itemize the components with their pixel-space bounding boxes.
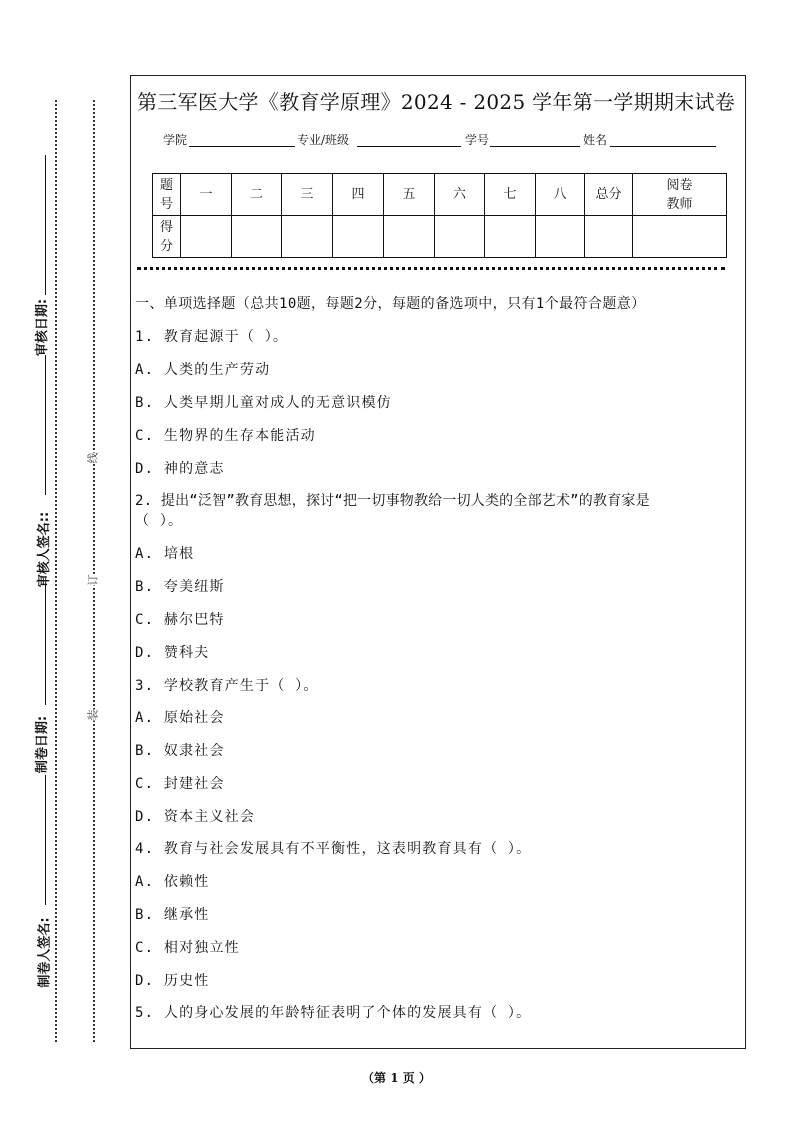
answer-option: C. 生物界的生存本能活动: [135, 428, 316, 444]
student-id-field[interactable]: [490, 146, 580, 147]
row-label: 得分: [153, 216, 181, 258]
answer-option: C. 相对独立性: [135, 940, 240, 956]
sign-line: [45, 585, 46, 705]
answer-option: C. 赫尔巴特: [135, 612, 225, 628]
preparer-signature-label: 制卷人签名:: [37, 917, 53, 988]
score-cell[interactable]: [585, 216, 633, 258]
prepare-date-label: 制卷日期:: [35, 715, 51, 774]
score-cell[interactable]: [384, 216, 435, 258]
name-field[interactable]: [610, 146, 716, 147]
binding-mark-line: 线: [86, 452, 100, 464]
binding-dotted-line-inner: [93, 100, 95, 1042]
sign-line: [45, 775, 46, 905]
answer-option: A. 人类的生产劳动: [135, 362, 271, 378]
answer-option: C. 封建社会: [135, 776, 225, 792]
answer-option: D. 资本主义社会: [135, 809, 256, 825]
major-class-field[interactable]: [357, 146, 461, 147]
exam-title: 第三军医大学《教育学原理》2024 - 2025 学年第一学期期末试卷: [137, 90, 736, 114]
answer-option: B. 继承性: [135, 907, 210, 923]
score-table: [152, 173, 727, 258]
answer-option: B. 奴隶社会: [135, 743, 225, 759]
col-header: 八: [536, 174, 585, 216]
question-text: 4. 教育与社会发展具有不平衡性，这表明教育具有（ ）。: [135, 841, 532, 857]
sign-line: [45, 155, 46, 295]
score-cell[interactable]: [181, 216, 232, 258]
question-number-row: [153, 174, 727, 216]
score-cell[interactable]: [333, 216, 384, 258]
score-cell[interactable]: [282, 216, 333, 258]
col-header: 总分: [585, 174, 633, 216]
col-header: 四: [333, 174, 384, 216]
answer-option: A. 原始社会: [135, 710, 225, 726]
score-row: [153, 216, 727, 258]
name-label: 姓名: [583, 133, 608, 147]
score-cell[interactable]: [485, 216, 536, 258]
college-field[interactable]: [189, 146, 295, 147]
student-id-label: 学号: [465, 133, 490, 147]
sign-line: [45, 355, 46, 495]
review-date-label: 审核日期:: [35, 298, 51, 357]
reviewer-signature-label: 审核人签名::: [37, 511, 53, 588]
col-header: 七: [485, 174, 536, 216]
answer-option: D. 历史性: [135, 973, 210, 989]
section-heading: 一、单项选择题（总共10题，每题2分，每题的备选项中，只有1个最符合题意）: [135, 296, 646, 312]
row-label: 题号: [153, 174, 181, 216]
col-header: 三: [282, 174, 333, 216]
col-header: 一: [181, 174, 232, 216]
col-header: 阅卷教师: [633, 174, 727, 216]
binding-mark-bind: 装: [86, 709, 100, 721]
answer-option: A. 培根: [135, 546, 195, 562]
score-cell[interactable]: [435, 216, 485, 258]
answer-option: B. 人类早期儿童对成人的无意识模仿: [135, 395, 392, 411]
binding-mark-staple: 订: [86, 574, 100, 586]
col-header: 五: [384, 174, 435, 216]
answer-option: A. 依赖性: [135, 874, 210, 890]
college-label: 学院: [163, 133, 188, 147]
major-class-label: 专业/班级: [297, 133, 350, 147]
binding-dotted-line-outer: [55, 100, 57, 1042]
question-text: （ ）。: [135, 513, 184, 529]
answer-option: B. 夸美纽斯: [135, 579, 225, 595]
question-text: 3. 学校教育产生于（ ）。: [135, 678, 319, 694]
col-header: 二: [232, 174, 282, 216]
score-cell[interactable]: [232, 216, 282, 258]
col-header: 六: [435, 174, 485, 216]
question-text: 1. 教育起源于（ ）。: [135, 329, 289, 345]
dotted-separator: [137, 267, 725, 270]
score-cell[interactable]: [536, 216, 585, 258]
answer-option: D. 赞科夫: [135, 645, 210, 661]
answer-option: D. 神的意志: [135, 461, 225, 477]
question-text: 2. 提出“泛智”教育思想，探讨“把一切事物教给一切人类的全部艺术”的教育家是: [135, 493, 650, 509]
page-number: （第 1 页 ）: [362, 1071, 431, 1085]
score-cell[interactable]: [633, 216, 727, 258]
question-text: 5. 人的身心发展的年龄特征表明了个体的发展具有（ ）。: [135, 1005, 532, 1021]
